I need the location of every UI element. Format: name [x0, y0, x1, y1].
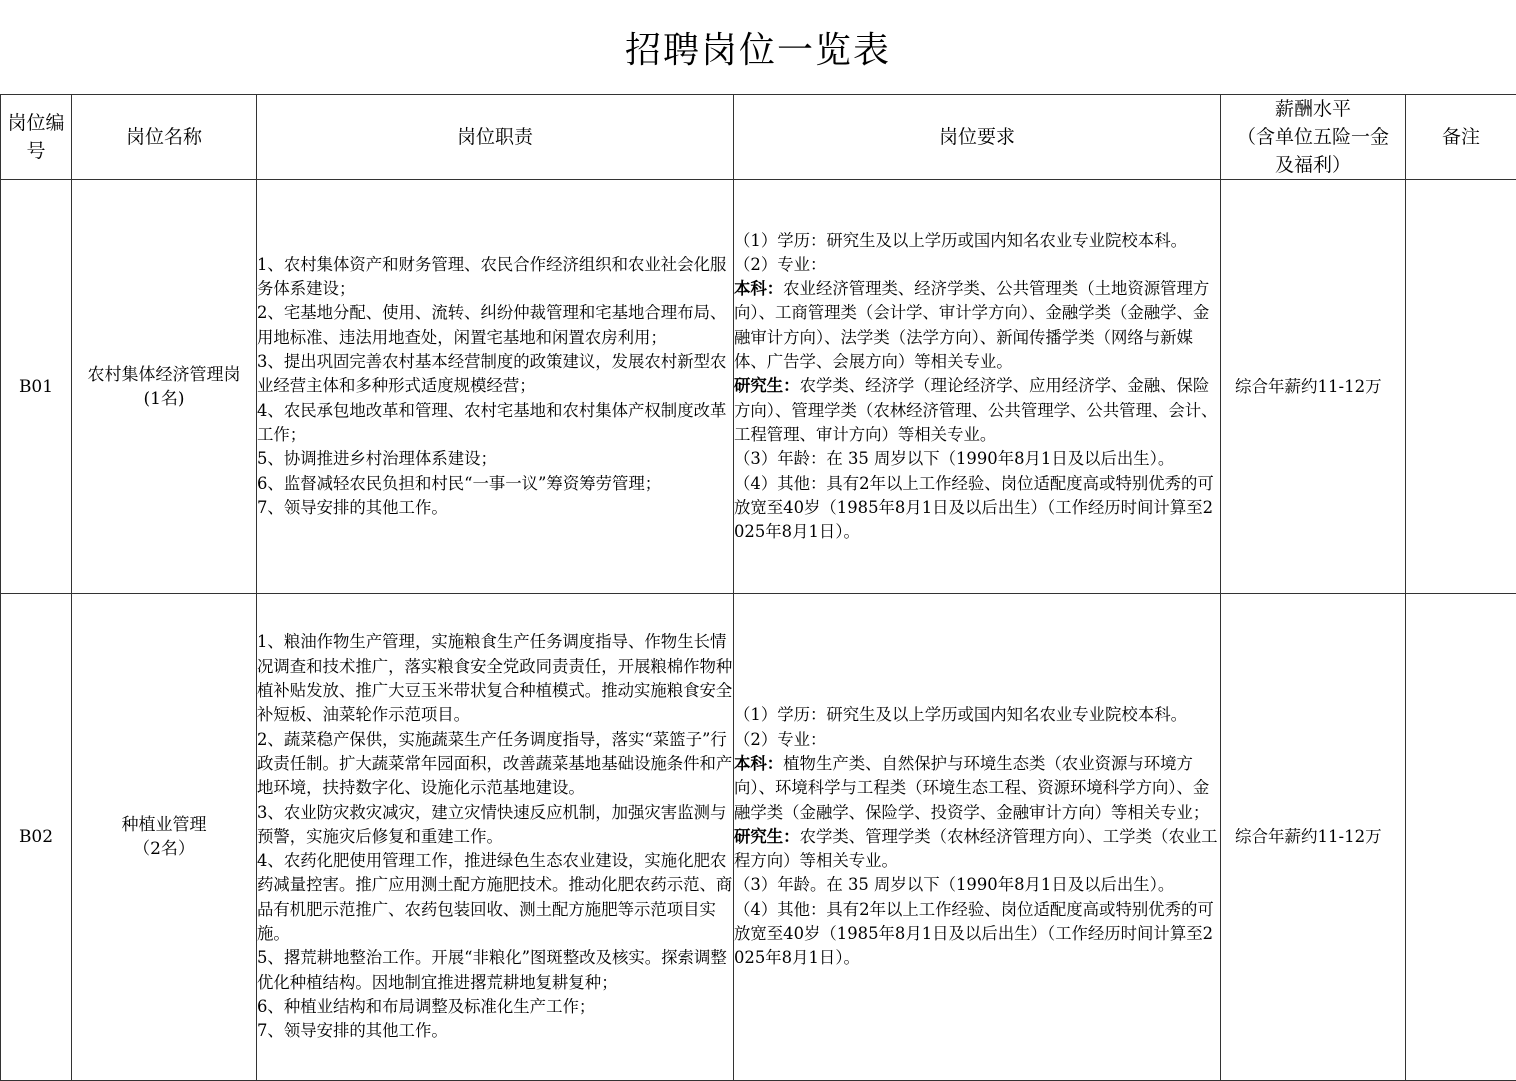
req-graduate-label: 研究生：: [734, 827, 800, 846]
header-name: 岗位名称: [72, 95, 257, 180]
req-graduate-text: 农学类、管理学类（农林经济管理方向）、工学类（农业工程方向）等相关专业。: [734, 827, 1218, 870]
row-duties: [257, 594, 734, 1081]
table-row: [1, 594, 1516, 1081]
duty-item: 2、蔬菜稳产保供，实施蔬菜生产任务调度指导，落实“菜篮子”行政责任制。扩大蔬菜常年园面积，改善蔬菜基地基础设施条件和产地环境，扶持数字化、设施化示范基地建设。: [257, 728, 733, 801]
req-undergrad-text: 植物生产类、自然保护与环境生态类（农业资源与环境方向）、环境科学与工程类（环境生态工程、资源环境科学方向）、金融学类（金融学、保险学、投资学、金融审计方向）等相关专业；: [734, 754, 1209, 822]
req-graduate-text: 农学类、经济学（理论经济学、应用经济学、金融、保险方向）、管理学类（农林经济管理、公共管理学、公共管理、会计、工程管理、审计方向）等相关专业。: [734, 376, 1218, 444]
header-salary-line1: 薪酬水平: [1221, 95, 1405, 123]
req-undergrad: [734, 752, 1220, 825]
row-code: B01: [1, 180, 72, 594]
row-remark: [1406, 180, 1516, 594]
req-undergrad: [734, 277, 1220, 374]
header-salary-line2: （含单位五险一金: [1221, 123, 1405, 151]
row-salary: 综合年薪约11-12万: [1221, 180, 1406, 594]
duty-item: 3、农业防灾救灾减灾，建立灾情快速反应机制，加强灾害监测与预警，实施灾后修复和重建工作。: [257, 801, 733, 850]
row-position-name: [72, 180, 257, 594]
duty-item: 5、撂荒耕地整治工作。开展“非粮化”图斑整改及核实。探索调整优化种植结构。因地制宜推进撂荒耕地复耕复种；: [257, 946, 733, 995]
req-age: （3）年龄：在 35 周岁以下（1990年8月1日及以后出生）。: [734, 447, 1220, 471]
req-graduate: [734, 374, 1220, 447]
duty-item: 6、种植业结构和布局调整及标准化生产工作；: [257, 995, 733, 1019]
row-position-name: [72, 594, 257, 1081]
req-education: （1）学历：研究生及以上学历或国内知名农业专业院校本科。: [734, 229, 1220, 253]
req-undergrad-label: 本科：: [734, 279, 783, 298]
req-other: （4）其他：具有2年以上工作经验、岗位适配度高或特别优秀的可放宽至40岁（1985年8月1日及以后出生）（工作经历时间计算至2025年8月1日）。: [734, 898, 1220, 971]
position-name: 种植业管理: [72, 813, 256, 837]
duty-item: 1、农村集体资产和财务管理、农民合作经济组织和农业社会化服务体系建设；: [257, 253, 733, 302]
duty-item: 3、提出巩固完善农村基本经营制度的政策建议，发展农村新型农业经营主体和多种形式适度规模经营；: [257, 350, 733, 399]
req-major: （2）专业：: [734, 253, 1220, 277]
header-remark: 备注: [1406, 95, 1516, 180]
header-salary: [1221, 95, 1406, 180]
duty-item: 4、农民承包地改革和管理、农村宅基地和农村集体产权制度改革工作；: [257, 399, 733, 448]
table-header-row: [1, 95, 1516, 180]
row-requirements: [734, 594, 1221, 1081]
table-row: [1, 180, 1516, 594]
req-undergrad-label: 本科：: [734, 754, 783, 773]
duty-item: 6、监督减轻农民负担和村民“一事一议”筹资筹劳管理；: [257, 472, 733, 496]
duty-item: 7、领导安排的其他工作。: [257, 496, 733, 520]
req-graduate-label: 研究生：: [734, 376, 800, 395]
duty-item: 1、粮油作物生产管理，实施粮食生产任务调度指导、作物生长情况调查和技术推广，落实粮食安全党政同责责任，开展粮棉作物种植补贴发放、推广大豆玉米带状复合种植模式。推动实施粮食安全补短板、油菜轮作示范项目。: [257, 630, 733, 727]
recruitment-table: [0, 94, 1516, 1081]
req-graduate: [734, 825, 1220, 874]
page-title: 招聘岗位一览表: [0, 0, 1516, 95]
duty-item: 2、宅基地分配、使用、流转、纠纷仲裁管理和宅基地合理布局、用地标准、违法用地查处，闲置宅基地和闲置农房利用；: [257, 301, 733, 350]
duty-item: 4、农药化肥使用管理工作，推进绿色生态农业建设，实施化肥农药减量控害。推广应用测土配方施肥技术。推动化肥农药示范、商品有机肥示范推广、农药包装回收、测土配方施肥等示范项目实施。: [257, 849, 733, 946]
row-duties: [257, 180, 734, 594]
req-education: （1）学历：研究生及以上学历或国内知名农业专业院校本科。: [734, 703, 1220, 727]
position-name: 农村集体经济管理岗: [72, 363, 256, 387]
position-count: (1名): [72, 387, 256, 411]
row-requirements: [734, 180, 1221, 594]
row-salary: 综合年薪约11-12万: [1221, 594, 1406, 1081]
header-duty: 岗位职责: [257, 95, 734, 180]
req-other: （4）其他：具有2年以上工作经验、岗位适配度高或特别优秀的可放宽至40岁（1985年8月1日及以后出生）（工作经历时间计算至2025年8月1日）。: [734, 472, 1220, 545]
req-undergrad-text: 农业经济管理类、经济学类、公共管理类（土地资源管理方向）、工商管理类（会计学、审计学方向）、金融学类（金融学、金融审计方向）、法学类（法学方向）、新闻传播学类（网络与新媒体、广告学、会展方向）等相关专业。: [734, 279, 1209, 371]
header-code: 岗位编号: [1, 95, 72, 180]
row-code: B02: [1, 594, 72, 1081]
duty-item: 5、协调推进乡村治理体系建设；: [257, 447, 733, 471]
header-requirement: 岗位要求: [734, 95, 1221, 180]
header-salary-line3: 及福利）: [1221, 151, 1405, 179]
row-remark: [1406, 594, 1516, 1081]
req-age: （3）年龄。在 35 周岁以下（1990年8月1日及以后出生）。: [734, 873, 1220, 897]
req-major: （2）专业：: [734, 728, 1220, 752]
position-count: （2名）: [72, 837, 256, 861]
duty-item: 7、领导安排的其他工作。: [257, 1019, 733, 1043]
